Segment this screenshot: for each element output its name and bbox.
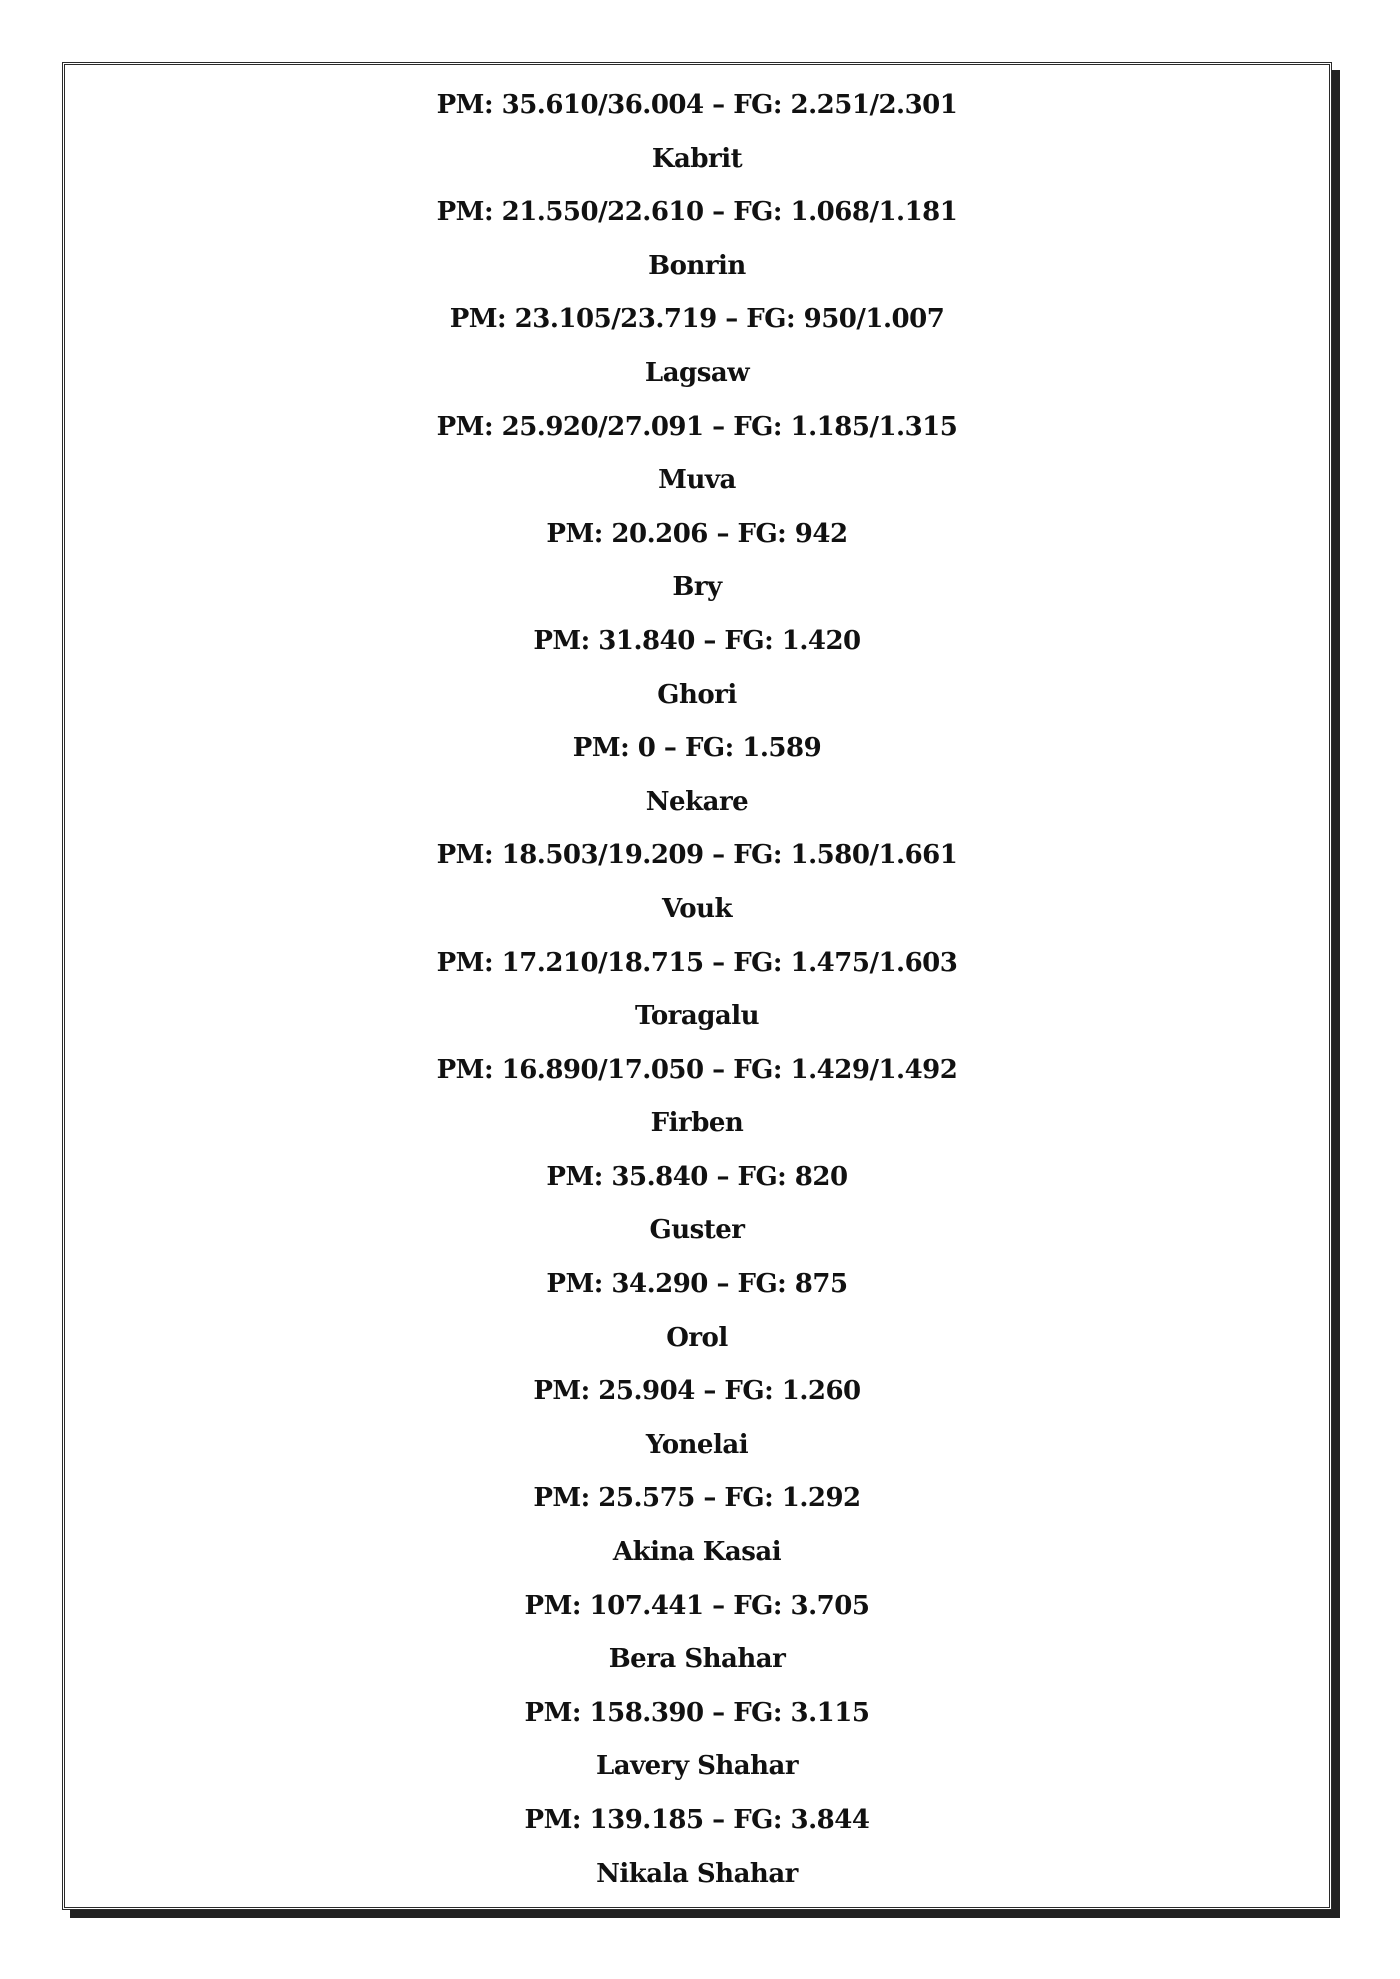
place-name: Vouk: [661, 893, 733, 924]
place-name: Bera Shahar: [608, 1644, 786, 1675]
stats-line: PM: 17.210/18.715 – FG: 1.475/1.603: [436, 947, 958, 978]
place-name: Guster: [649, 1215, 745, 1246]
place-name: Bonrin: [648, 250, 746, 281]
place-name: Muva: [658, 465, 736, 496]
stats-line: PM: 0 – FG: 1.589: [572, 733, 822, 764]
place-name: Toragalu: [634, 1001, 760, 1032]
stats-line: PM: 139.185 – FG: 3.844: [524, 1805, 870, 1835]
stats-line: PM: 23.105/23.719 – FG: 950/1.007: [449, 304, 945, 335]
place-name: Bry: [672, 572, 722, 603]
stats-line: PM: 25.920/27.091 – FG: 1.185/1.315: [436, 411, 958, 442]
stats-line: PM: 25.904 – FG: 1.260: [533, 1376, 861, 1407]
stats-line: PM: 35.840 – FG: 820: [546, 1161, 848, 1192]
stats-line: PM: 107.441 – FG: 3.705: [524, 1590, 870, 1621]
stats-line: PM: 20.206 – FG: 942: [546, 518, 848, 549]
place-name: Lavery Shahar: [595, 1751, 799, 1782]
place-name: Kabrit: [651, 143, 743, 174]
stats-line: PM: 31.840 – FG: 1.420: [533, 625, 861, 656]
document-text: [65, 79, 1329, 1901]
place-name: Nekare: [645, 786, 749, 817]
place-name: Orol: [666, 1322, 728, 1353]
stats-line: PM: 34.290 – FG: 875: [546, 1269, 848, 1300]
place-name: Nikala Shahar: [596, 1858, 798, 1889]
place-name: Yonelai: [645, 1429, 749, 1460]
stats-line: PM: 35.610/36.004 – FG: 2.251/2.301: [436, 90, 958, 120]
place-name: Ghori: [657, 679, 737, 710]
document-page: [62, 62, 1332, 1910]
place-name: Akina Kasai: [612, 1537, 782, 1568]
place-name: Firben: [650, 1108, 744, 1139]
place-name: Lagsaw: [644, 357, 750, 388]
stats-line: PM: 18.503/19.209 – FG: 1.580/1.661: [436, 840, 958, 871]
stats-line: PM: 16.890/17.050 – FG: 1.429/1.492: [436, 1054, 958, 1085]
stats-line: PM: 21.550/22.610 – FG: 1.068/1.181: [436, 197, 958, 228]
stats-line: PM: 158.390 – FG: 3.115: [524, 1697, 870, 1728]
stats-line: PM: 25.575 – FG: 1.292: [533, 1483, 861, 1514]
